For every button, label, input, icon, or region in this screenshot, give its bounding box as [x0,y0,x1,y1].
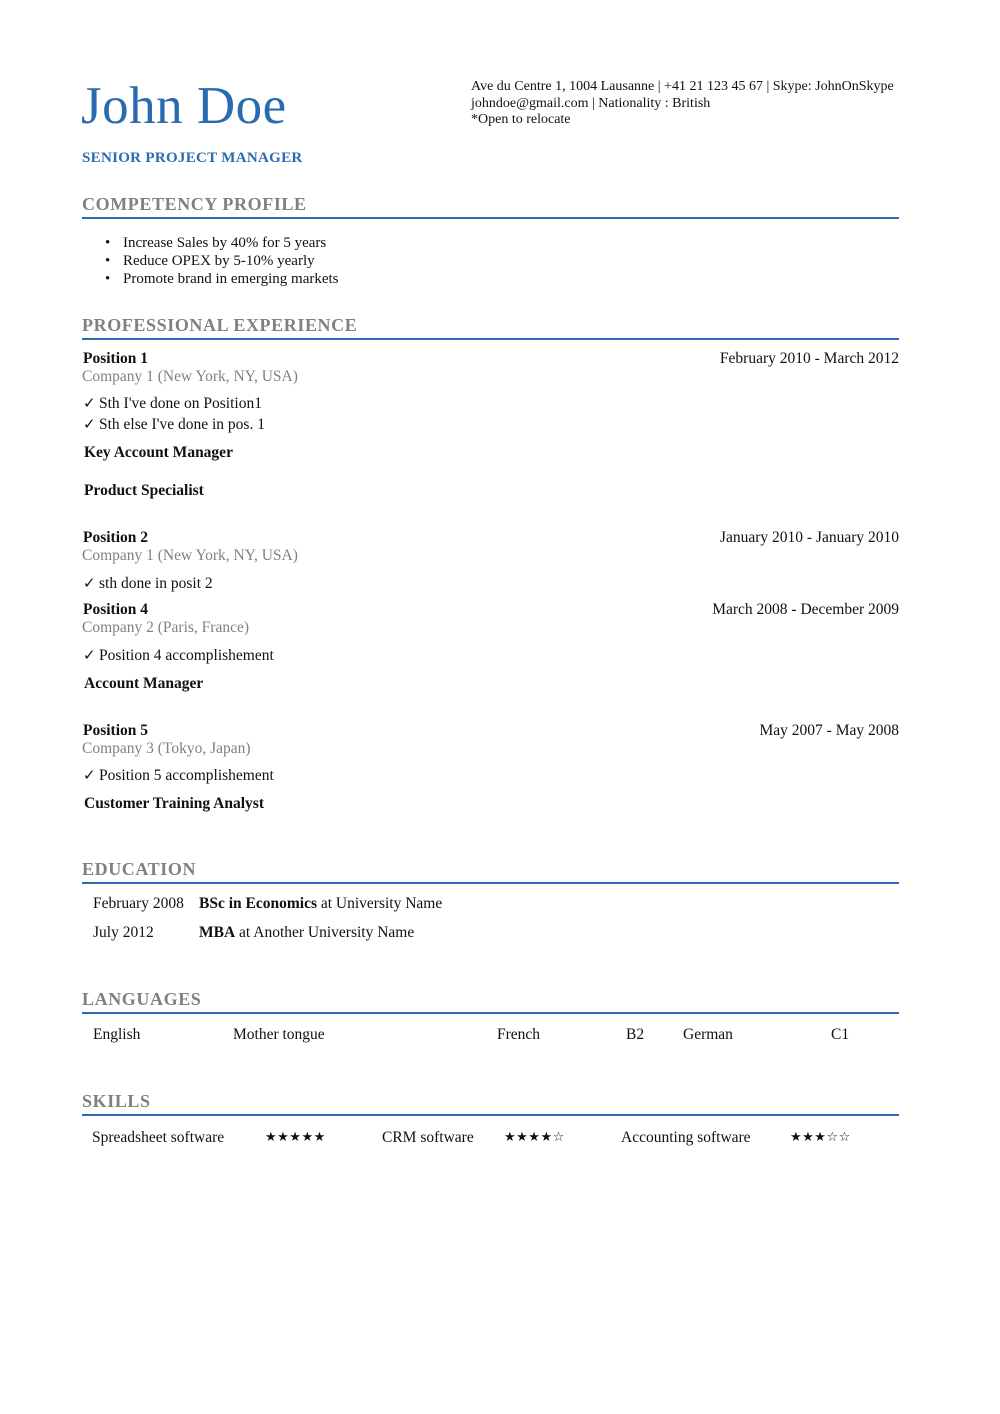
accomplishment [83,394,262,413]
section-header-experience [82,315,899,340]
education-degree: MBA [199,924,236,941]
skill-name: Accounting software [621,1129,751,1146]
position-dates: January 2010 - January 2010 [719,529,899,546]
accomplishment-text: Sth else I've done in pos. 1 [99,416,265,433]
position-title: Position 1 [83,350,149,367]
section-title: PROFESSIONAL EXPERIENCE [82,315,358,335]
skill-name: CRM software [382,1129,474,1146]
position-dates: February 2010 - March 2012 [719,350,899,367]
check-icon: ✓ [83,766,96,784]
education-text [199,895,442,913]
role-title: Customer Training Analyst [84,795,264,812]
check-icon: ✓ [83,415,96,433]
role-title: Account Manager [84,675,204,692]
language-name: German [683,1026,733,1043]
accomplishment-text: sth done in posit 2 [99,575,213,592]
section-header-competency [82,194,899,219]
company-name: Company 3 (Tokyo, Japan) [82,740,251,757]
check-icon: ✓ [83,394,96,412]
star-rating-icon: ★★★★☆ [504,1130,565,1145]
education-institution: at University Name [316,895,443,912]
accomplishment [83,766,274,785]
section-title: EDUCATION [82,859,197,879]
star-rating-icon: ★★★☆☆ [790,1130,851,1145]
accomplishment [83,415,265,434]
position-row [83,350,899,368]
education-text [199,924,414,942]
list-item: • Increase Sales by 40% for 5 years [105,234,339,252]
education-degree: BSc in Economics [199,895,317,912]
position-title: Position 2 [83,529,149,546]
role-title: Key Account Manager [84,444,233,461]
list-item: • Promote brand in emerging markets [105,270,339,288]
language-name: English [93,1026,141,1043]
check-icon: ✓ [83,646,96,664]
accomplishment [83,646,274,665]
accomplishment-text: Sth I've done on Position1 [99,395,262,412]
language-level: C1 [831,1026,850,1043]
company-name: Company 1 (New York, NY, USA) [82,547,298,564]
position-row [83,722,899,740]
position-title: Position 5 [83,722,149,739]
role-title: Product Specialist [84,482,204,499]
competency-list [105,234,339,288]
list-item: • Reduce OPEX by 5-10% yearly [105,252,339,270]
language-level: Mother tongue [233,1026,325,1043]
section-header-skills [82,1091,899,1116]
contact-line: Ave du Centre 1, 1004 Lausanne | +41 21 123 45 67 | Skype: JohnOnSkype [471,79,894,94]
language-level: B2 [626,1026,645,1043]
position-row [83,529,899,547]
language-name: French [497,1026,541,1043]
position-title: Position 4 [83,601,149,618]
accomplishment-text: Position 4 accomplishement [99,647,274,664]
skill-name: Spreadsheet software [92,1129,225,1146]
contact-block [471,79,911,129]
section-header-education [82,859,899,884]
company-name: Company 1 (New York, NY, USA) [82,368,298,385]
company-name: Company 2 (Paris, France) [82,619,250,636]
section-header-languages [82,989,899,1014]
section-title: COMPETENCY PROFILE [82,194,307,214]
section-title: SKILLS [82,1091,151,1111]
candidate-name: John Doe [81,77,287,135]
education-date: February 2008 [93,895,184,912]
position-dates: March 2008 - December 2009 [712,601,899,618]
star-rating-icon: ★★★★★ [265,1130,326,1145]
contact-line: johndoe@gmail.com | Nationality : British [471,95,711,111]
job-title: SENIOR PROJECT MANAGER [82,150,303,166]
accomplishment-text: Position 5 accomplishement [99,767,274,784]
accomplishment [83,574,213,593]
contact-line: *Open to relocate [471,112,571,127]
check-icon: ✓ [83,574,96,592]
position-dates: May 2007 - May 2008 [759,722,899,739]
section-title: LANGUAGES [82,989,202,1009]
education-date: July 2012 [93,924,154,941]
education-institution: at Another University Name [235,924,415,941]
position-row [83,601,899,619]
